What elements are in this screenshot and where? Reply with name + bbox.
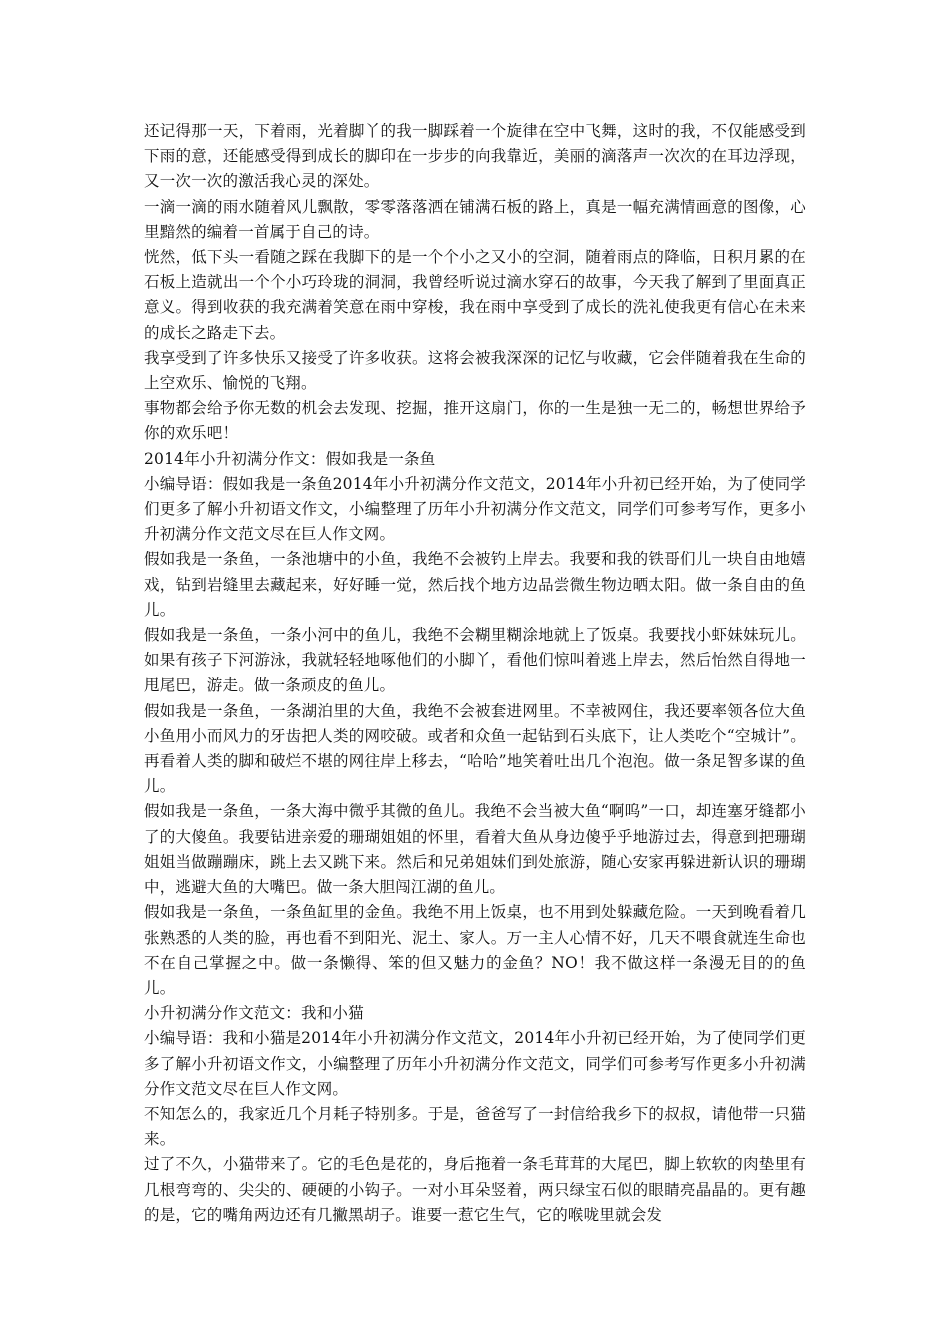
editor-note-cat: 小编导语：我和小猫是2014年小升初满分作文范文，2014年小升初已经开始，为了使同学们更多了解小升初语文作文，小编整理了历年小升初满分作文范文，同学们可参考写作更多小升初满分作文范文尽在巨人作文网。 xyxy=(144,1029,806,1098)
essay-title-cat: 小升初满分作文范文：我和小猫 xyxy=(144,1004,364,1023)
paragraph-stone-holes: 恍然，低下头一看随之踩在我脚下的是一个个小之又小的空洞，随着雨点的降临，日积月累的在石板上造就出一个个小巧玲珑的洞洞，我曾经听说过滴水穿石的故事，今天我了解到了里面真正意义。得到收获的我充满着笑意在雨中穿梭，我在雨中享受到了成长的洗礼使我更有信心在未来的成长之路走下去。 xyxy=(144,248,806,342)
essay-title-fish: 2014年小升初满分作文：假如我是一条鱼 xyxy=(144,449,436,468)
paragraph-raindrops: 一滴一滴的雨水随着风儿飘散，零零落落洒在铺满石板的路上，真是一幅充满情画意的图像，心里黯然的编着一首属于自己的诗。 xyxy=(144,197,806,241)
paragraph-fish-tank: 假如我是一条鱼，一条鱼缸里的金鱼。我绝不用上饭桌，也不用到处躲藏危险。一天到晚看着几张熟悉的人类的脸，再也看不到阳光、泥土、家人。万一主人心情不好，几天不喂食就连生命也不在自己掌握之中。做一条懒得、笨的但又魅力的金鱼？NO！我不做这样一条漫无目的的鱼儿。 xyxy=(144,903,806,997)
paragraph-fish-sea: 假如我是一条鱼，一条大海中微乎其微的鱼儿。我绝不会当被大鱼“啊呜”一口，却连塞牙缝都小了的大傻鱼。我要钻进亲爱的珊瑚姐姐的怀里，看着大鱼从身边傻乎乎地游过去，得意到把珊瑚姐姐当做蹦蹦床，跳上去又跳下来。然后和兄弟姐妹们到处旅游，随心安家再躲进新认识的珊瑚中，逃避大鱼的大嘴巴。做一条大胆闯江湖的鱼儿。 xyxy=(144,802,806,897)
paragraph-fish-river: 假如我是一条鱼，一条小河中的鱼儿，我绝不会糊里糊涂地就上了饭桌。我要找小虾妹妹玩儿。如果有孩子下河游泳，我就轻轻地啄他们的小脚丫，看他们惊叫着逃上岸去，然后怡然自得地一甩尾巴，游走。做一条顽皮的鱼儿。 xyxy=(144,626,806,695)
paragraph-world: 事物都会给予你无数的机会去发现、挖掘，推开这扇门，你的一生是独一无二的，畅想世界给予你的欢乐吧！ xyxy=(144,399,806,443)
paragraph-fish-lake: 假如我是一条鱼，一条湖泊里的大鱼，我绝不会被套进网里。不幸被网住，我还要率领各位大鱼小鱼用小而风力的牙齿把人类的网咬破。或者和众鱼一起钻到石头底下，让人类吃个“空城计”。再看着人类的脚和破烂不堪的网往岸上移去，“哈哈”地笑着吐出几个泡泡。做一条足智多谋的鱼儿。 xyxy=(144,701,806,796)
paragraph-rain-memory: 还记得那一天，下着雨，光着脚丫的我一脚踩着一个旋律在空中飞舞，这时的我，不仅能感受到下雨的意，还能感受得到成长的脚印在一步步的向我靠近，美丽的滴落声一次次的在耳边浮现，又一次一次的激活我心灵的深处。 xyxy=(144,122,806,191)
editor-note-fish: 小编导语：假如我是一条鱼2014年小升初满分作文范文，2014年小升初已经开始，为了使同学们更多了解小升初语文作文，小编整理了历年小升初满分作文范文，同学们可参考写作，更多小升初满分作文范文尽在巨人作文网。 xyxy=(144,474,806,544)
paragraph-fish-pond: 假如我是一条鱼，一条池塘中的小鱼，我绝不会被钓上岸去。我要和我的铁哥们儿一块自由地嬉戏，钻到岩缝里去藏起来，好好睡一觉，然后找个地方边品尝微生物边晒太阳。做一条自由的鱼儿。 xyxy=(144,550,806,619)
paragraph-joy: 我享受到了许多快乐又接受了许多收获。这将会被我深深的记忆与收藏，它会伴随着我在生命的上空欢乐、愉悦的飞翔。 xyxy=(144,348,806,393)
paragraph-kitten: 过了不久，小猫带来了。它的毛色是花的，身后拖着一条毛茸茸的大尾巴，脚上软软的肉垫里有几根弯弯的、尖尖的、硬硬的小钩子。一对小耳朵竖着，两只绿宝石似的眼睛亮晶晶的。更有趣的是，它的嘴角两边还有几撇黑胡子。谁要一惹它生气，它的喉咙里就会发 xyxy=(144,1155,806,1224)
paragraph-mice: 不知怎么的，我家近几个月耗子特别多。于是，爸爸写了一封信给我乡下的叔叔，请他带一只猫来。 xyxy=(144,1104,806,1149)
document-page xyxy=(144,119,806,1228)
